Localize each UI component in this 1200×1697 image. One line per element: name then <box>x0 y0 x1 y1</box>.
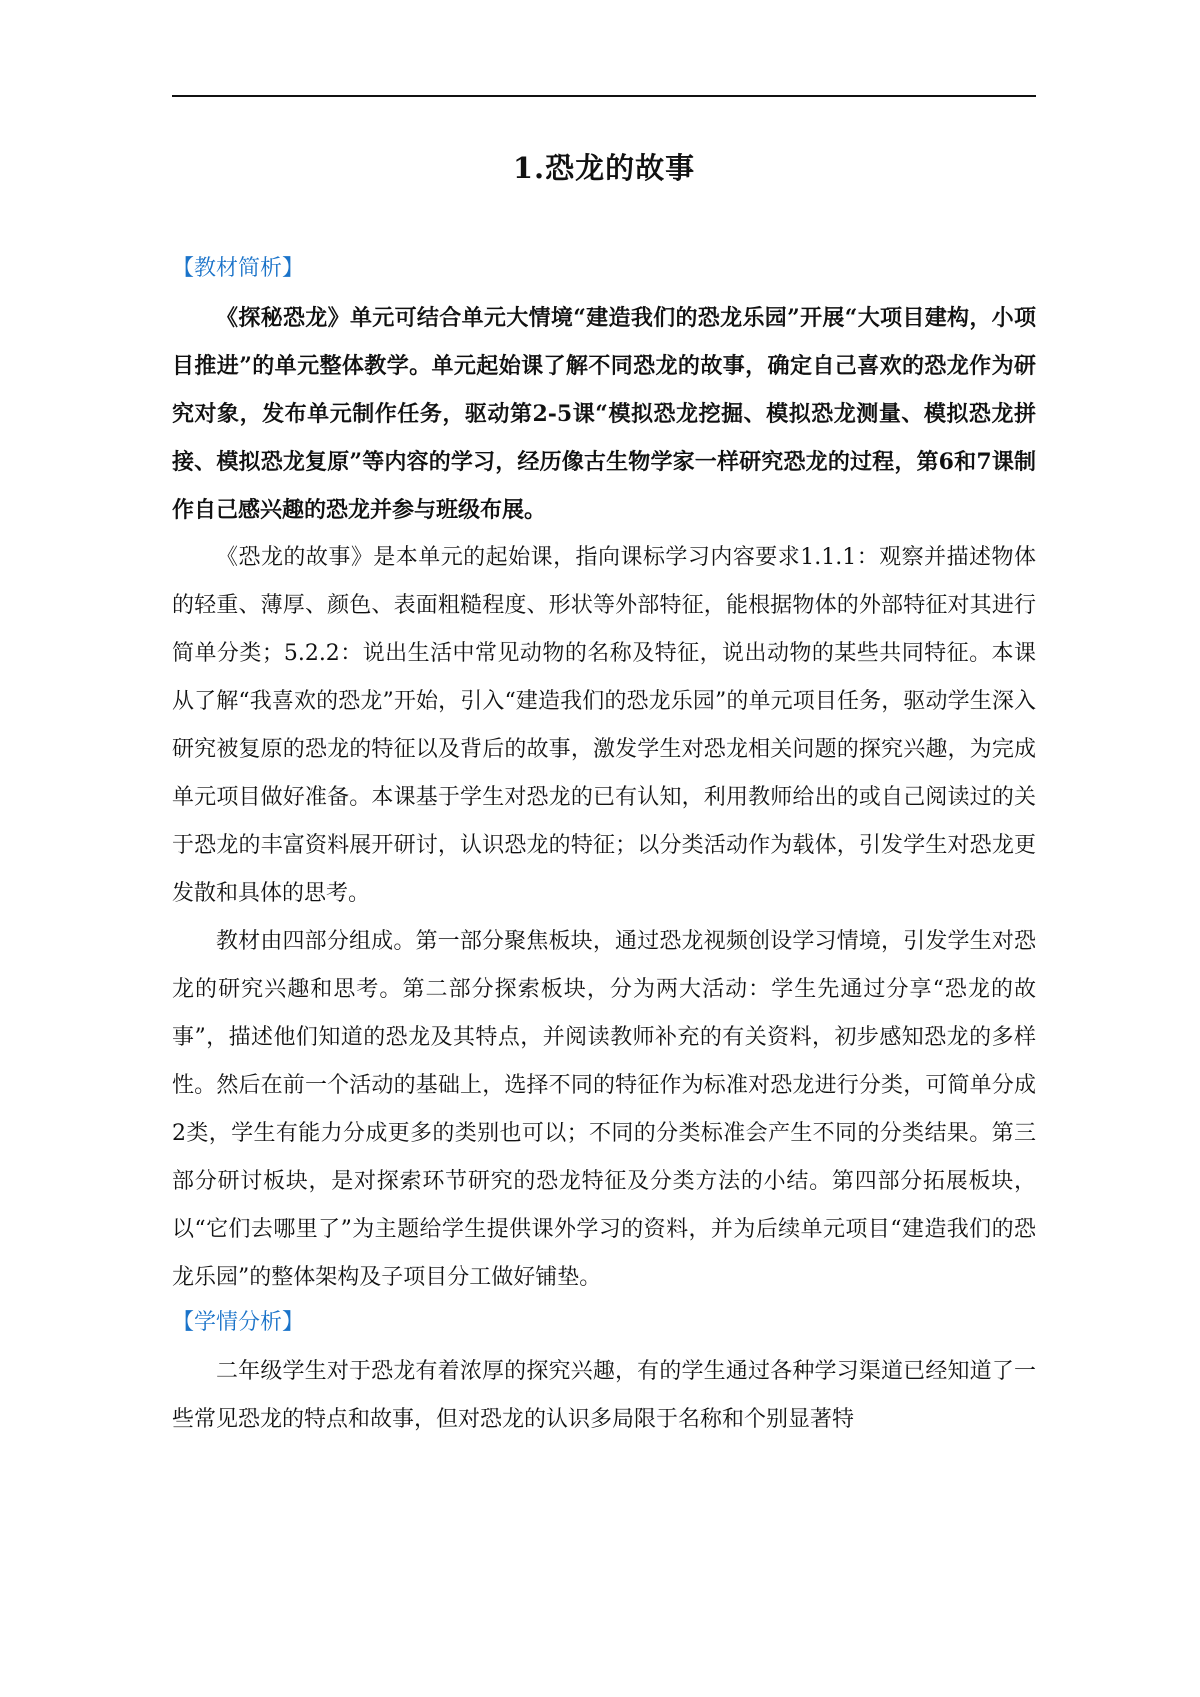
paragraph-materials-3: 教材由四部分组成。第一部分聚焦板块，通过恐龙视频创设学习情境，引发学生对恐龙的研究兴趣和思考。第二部分探索板块，分为两大活动：学生先通过分享“恐龙的故事”，描述他们知道的恐龙及其特点，并阅读教师补充的有关资料，初步感知恐龙的多样性。然后在前一个活动的基础上，选择不同的特征作为标准对恐龙进行分类，可简单分成2类，学生有能力分成更多的类别也可以；不同的分类标准会产生不同的分类结果。第三部分研讨板块，是对探索环节研究的恐龙特征及分类方法的小结。第四部分拓展板块，以“它们去哪里了”为主题给学生提供课外学习的资料，并为后续单元项目“建造我们的恐龙乐园”的整体架构及子项目分工做好铺垫。 <box>172 929 1036 1290</box>
document-title: 1.恐龙的故事 <box>512 151 696 185</box>
paragraph-materials-1: 《探秘恐龙》单元可结合单元大情境“建造我们的恐龙乐园”开展“大项目建构，小项目推进”的单元整体教学。单元起始课了解不同恐龙的故事，确定自己喜欢的恐龙作为研究对象，发布单元制作任务，驱动第2-5课“模拟恐龙挖掘、模拟恐龙测量、模拟恐龙拼接、模拟恐龙复原”等内容的学习，经历像古生物学家一样研究恐龙的过程，第6和7课制作自己感兴趣的恐龙并参与班级布展。 <box>172 305 1036 523</box>
section-heading-materials: 【教材简析】 <box>172 256 305 281</box>
paragraph-materials-2: 《恐龙的故事》是本单元的起始课，指向课标学习内容要求1.1.1：观察并描述物体的轻重、薄厚、颜色、表面粗糙程度、形状等外部特征，能根据物体的外部特征对其进行简单分类；5.2.2：说出生活中常见动物的名称及特征，说出动物的某些共同特征。本课从了解“我喜欢的恐龙”开始，引入“建造我们的恐龙乐园”的单元项目任务，驱动学生深入研究被复原的恐龙的特征以及背后的故事，激发学生对恐龙相关问题的探究兴趣，为完成单元项目做好准备。本课基于学生对恐龙的已有认知，利用教师给出的或自己阅读过的关于恐龙的丰富资料展开研讨，认识恐龙的特征；以分类活动作为载体，引发学生对恐龙更发散和具体的思考。 <box>172 545 1036 906</box>
header-rule <box>172 95 1036 97</box>
paragraph-students-1: 二年级学生对于恐龙有着浓厚的探究兴趣，有的学生通过各种学习渠道已经知道了一些常见恐龙的特点和故事，但对恐龙的认识多局限于名称和个别显著特 <box>172 1359 1036 1432</box>
section-heading-students: 【学情分析】 <box>172 1310 305 1335</box>
document-body <box>172 250 1036 1444</box>
